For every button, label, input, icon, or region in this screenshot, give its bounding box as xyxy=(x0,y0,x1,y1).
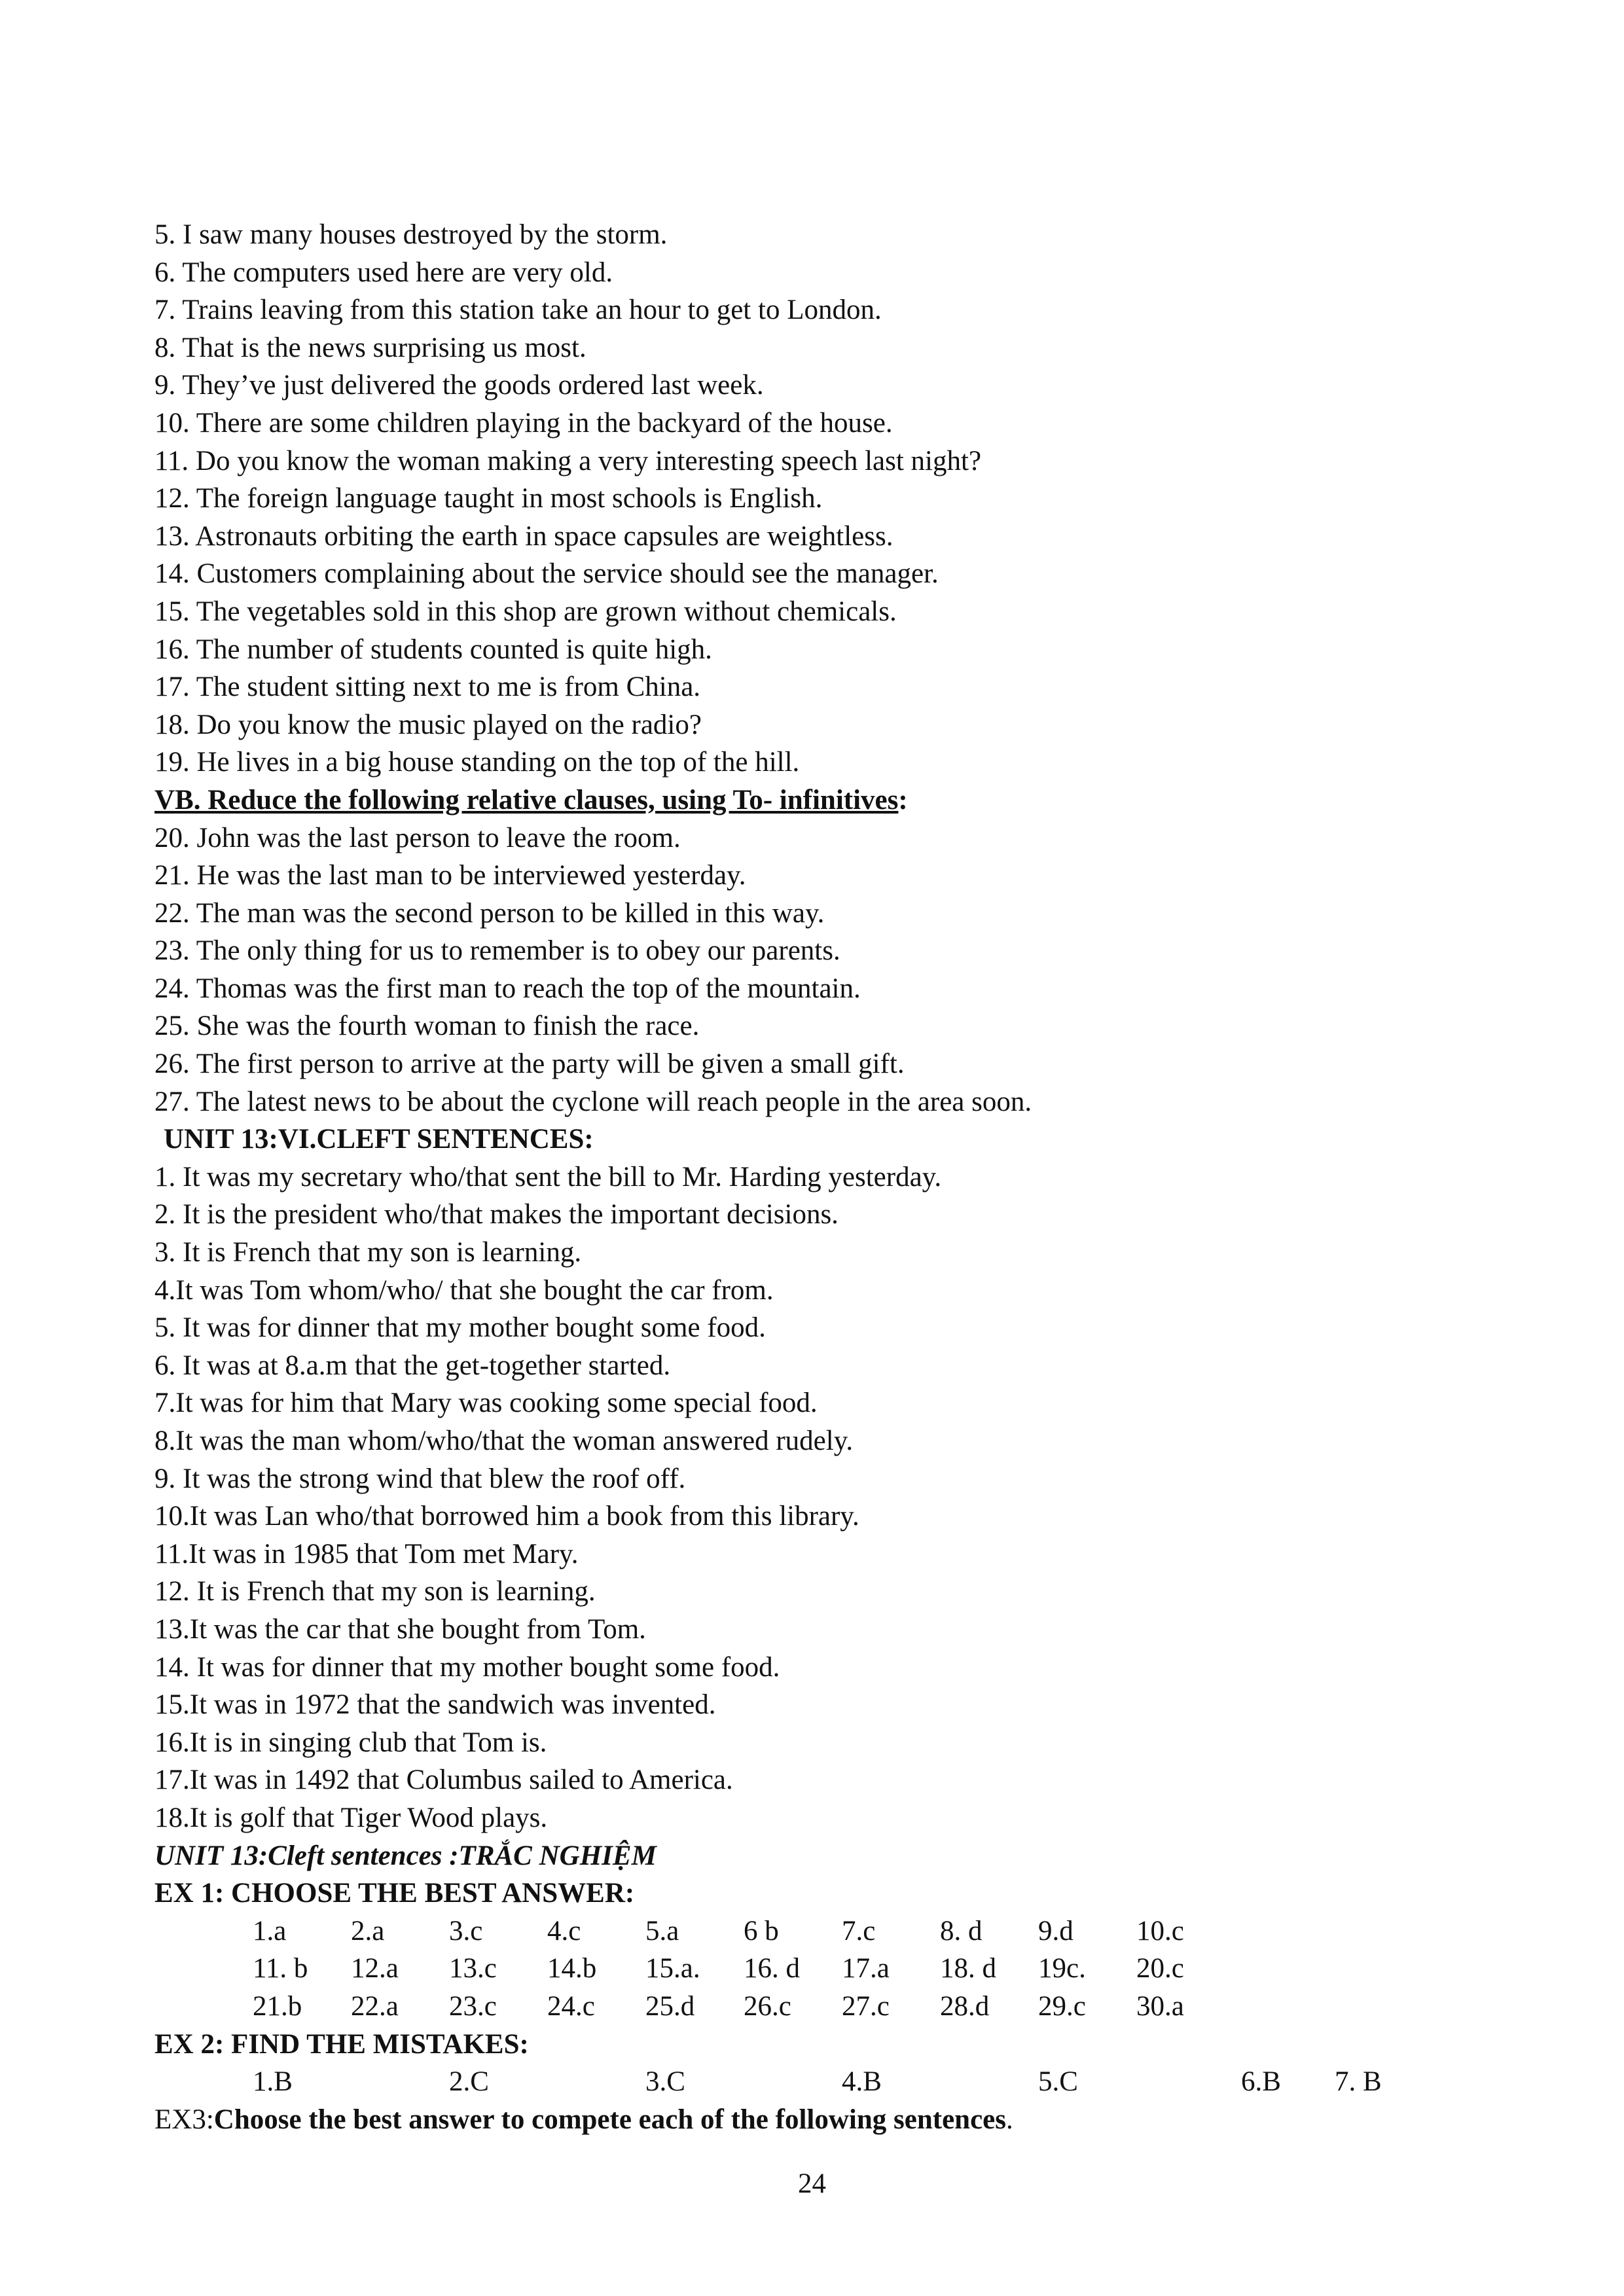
answer-cell: 18. d xyxy=(940,1953,996,1984)
list-item: 5. I saw many houses destroyed by the storm. xyxy=(154,219,668,250)
list-item: 18. Do you know the music played on the radio? xyxy=(154,709,702,740)
list-item: 13. Astronauts orbiting the earth in space capsules are weightless. xyxy=(154,520,893,552)
answer-cell: 13.c xyxy=(449,1953,497,1984)
ex1-answer-row xyxy=(154,1988,1490,2026)
answer-cell: 27.c xyxy=(842,1990,890,2022)
answer-cell: 23.c xyxy=(449,1990,497,2022)
list-item: 9. It was the strong wind that blew the roof off. xyxy=(154,1463,686,1494)
list-item: 17.It was in 1492 that Columbus sailed to America. xyxy=(154,1765,733,1796)
list-item: 5. It was for dinner that my mother bought some food. xyxy=(154,1312,766,1344)
cleft-sentence-list xyxy=(154,1158,1490,1837)
answer-cell: 4.c xyxy=(547,1915,581,1946)
answer-cell: 20.c xyxy=(1136,1953,1184,1984)
answer-cell: 5.C xyxy=(1038,2066,1078,2098)
answer-cell: 3.C xyxy=(645,2066,685,2098)
document-body xyxy=(154,216,1490,2138)
list-item: 22. The man was the second person to be killed in this way. xyxy=(154,897,825,929)
list-item: 7. Trains leaving from this station take an hour to get to London. xyxy=(154,295,882,326)
ex2-answer-row xyxy=(154,2063,1490,2101)
answer-cell: 4.B xyxy=(842,2066,882,2098)
list-item: 11. Do you know the woman making a very interesting speech last night? xyxy=(154,445,982,476)
list-item: 3. It is French that my son is learning. xyxy=(154,1237,582,1268)
list-item: 15. The vegetables sold in this shop are grown without chemicals. xyxy=(154,596,897,627)
answer-cell: 30.a xyxy=(1136,1990,1184,2022)
answer-cell: 29.c xyxy=(1038,1990,1086,2022)
answer-cell: 3.c xyxy=(449,1915,483,1946)
list-item: 4.It was Tom whom/who/ that she bought the car from. xyxy=(154,1274,774,1306)
answer-cell: 19c. xyxy=(1038,1953,1086,1984)
list-item: 23. The only thing for us to remember is to obey our parents. xyxy=(154,935,840,967)
list-item: 12. The foreign language taught in most schools is English. xyxy=(154,483,823,514)
list-item: 25. She was the fourth woman to finish the race. xyxy=(154,1011,700,1042)
answer-cell: 9.d xyxy=(1038,1915,1074,1946)
unit13-quiz-heading: UNIT 13:Cleft sentences :TRẮC NGHIỆM xyxy=(154,1840,657,1871)
list-item: 18.It is golf that Tiger Wood plays. xyxy=(154,1802,548,1833)
answer-cell: 24.c xyxy=(547,1990,595,2022)
list-item: 13.It was the car that she bought from Tom. xyxy=(154,1613,646,1645)
list-item: 12. It is French that my son is learning. xyxy=(154,1576,596,1607)
answer-cell: 7. B xyxy=(1335,2066,1382,2098)
list-item: 6. It was at 8.a.m that the get-together started. xyxy=(154,1350,671,1381)
answer-cell: 21.b xyxy=(253,1990,302,2022)
list-item: 16. The number of students counted is quite high. xyxy=(154,634,712,665)
answer-cell: 7.c xyxy=(842,1915,876,1946)
answer-cell: 5.a xyxy=(645,1915,679,1946)
answer-cell: 26.c xyxy=(744,1990,791,2022)
ex3-suffix: . xyxy=(1005,2104,1013,2135)
list-item: 1. It was my secretary who/that sent the bill to Mr. Harding yesterday. xyxy=(154,1161,942,1193)
answer-cell: 17.a xyxy=(842,1953,890,1984)
list-item: 8. That is the news surprising us most. xyxy=(154,332,586,363)
answer-cell: 14.b xyxy=(547,1953,597,1984)
ex3-instruction: Choose the best answer to compete each of the following sentences xyxy=(213,2104,1006,2135)
answer-cell: 6 b xyxy=(744,1915,779,1946)
list-item: 17. The student sitting next to me is from China. xyxy=(154,672,701,703)
list-item: 7.It was for him that Mary was cooking some special food. xyxy=(154,1388,818,1419)
answer-cell: 6.B xyxy=(1241,2066,1281,2098)
list-item: 14. Customers complaining about the service should see the manager. xyxy=(154,558,939,590)
answer-cell: 10.c xyxy=(1136,1915,1184,1946)
answer-cell: 11. b xyxy=(253,1953,308,1984)
list-item: 27. The latest news to be about the cyclone will reach people in the area soon. xyxy=(154,1086,1032,1117)
answer-cell: 22.a xyxy=(351,1990,399,2022)
list-item: 2. It is the president who/that makes the important decisions. xyxy=(154,1199,839,1230)
section-vb-heading-text: VB. Reduce the following relative clauses, using To- infinitives xyxy=(154,784,899,816)
list-item: 20. John was the last person to leave the room. xyxy=(154,822,681,853)
list-item: 6. The computers used here are very old. xyxy=(154,257,613,288)
ex3-heading xyxy=(154,2101,1490,2139)
section-vb-colon: : xyxy=(898,784,908,816)
ex1-heading: EX 1: CHOOSE THE BEST ANSWER: xyxy=(154,1878,635,1909)
unit13-cleft-heading: UNIT 13:VI.CLEFT SENTENCES: xyxy=(164,1124,594,1155)
list-item: 21. He was the last man to be interviewed yesterday. xyxy=(154,860,746,891)
answer-cell: 2.C xyxy=(449,2066,489,2098)
ex1-answer-grid xyxy=(154,1912,1490,2026)
reduced-clause-list-ing xyxy=(154,216,1490,781)
list-item: 26. The first person to arrive at the party will be given a small gift. xyxy=(154,1049,905,1080)
list-item: 8.It was the man whom/who/that the woman answered rudely. xyxy=(154,1426,854,1456)
list-item: 15.It was in 1972 that the sandwich was invented. xyxy=(154,1689,716,1721)
list-item: 11.It was in 1985 that Tom met Mary. xyxy=(154,1538,579,1570)
list-item: 14. It was for dinner that my mother bought some food. xyxy=(154,1651,780,1683)
page-number: 24 xyxy=(798,2168,826,2199)
ex3-prefix: EX3: xyxy=(154,2104,214,2135)
answer-cell: 28.d xyxy=(940,1990,990,2022)
list-item: 16.It is in singing club that Tom is. xyxy=(154,1727,547,1758)
answer-cell: 25.d xyxy=(645,1990,695,2022)
ex1-answer-row xyxy=(154,1912,1490,1950)
answer-cell: 16. d xyxy=(744,1953,800,1984)
list-item: 9. They’ve just delivered the goods ordered last week. xyxy=(154,370,764,401)
answer-cell: 12.a xyxy=(351,1953,399,1984)
answer-cell: 15.a. xyxy=(645,1953,700,1984)
list-item: 19. He lives in a big house standing on the top of the hill. xyxy=(154,747,800,778)
section-vb-heading xyxy=(154,781,1490,819)
list-item: 10.It was Lan who/that borrowed him a book from this library. xyxy=(154,1501,859,1532)
list-item: 10. There are some children playing in the backyard of the house. xyxy=(154,407,893,439)
list-item: 24. Thomas was the first man to reach the top of the mountain. xyxy=(154,973,861,1004)
reduced-clause-list-infinitive xyxy=(154,819,1490,1121)
answer-cell: 2.a xyxy=(351,1915,385,1946)
ex1-answer-row xyxy=(154,1950,1490,1988)
answer-cell: 1.a xyxy=(253,1915,287,1946)
ex2-heading: EX 2: FIND THE MISTAKES: xyxy=(154,2028,529,2060)
answer-cell: 8. d xyxy=(940,1915,983,1946)
answer-cell: 1.B xyxy=(253,2066,293,2098)
